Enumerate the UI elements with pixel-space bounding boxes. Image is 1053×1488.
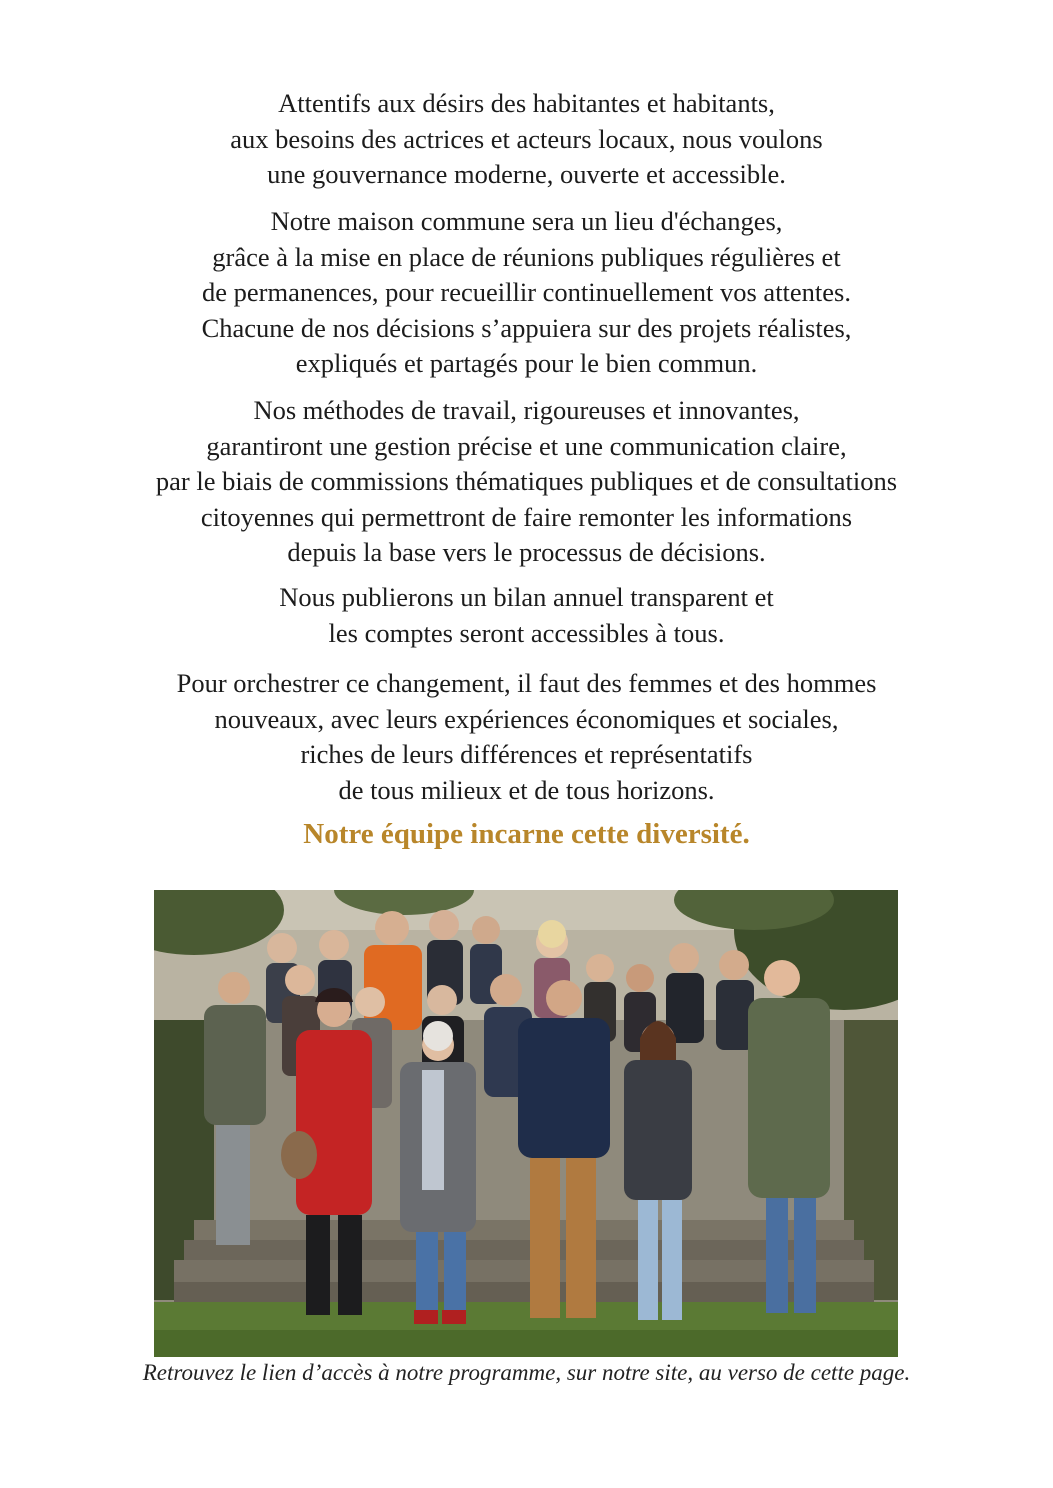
text-line: Attentifs aux désirs des habitantes et habitants, xyxy=(278,88,775,118)
text-line: riches de leurs différences et représentatifs xyxy=(300,739,753,769)
text-line: Pour orchestrer ce changement, il faut des femmes et des hommes xyxy=(176,668,877,698)
text-line: garantiront une gestion précise et une communication claire, xyxy=(206,430,847,461)
text-line: citoyennes qui permettront de faire remonter les informations xyxy=(200,501,853,532)
team-group-photo xyxy=(154,890,898,1357)
paragraph-maison-commune xyxy=(0,204,1053,382)
text-line: grâce à la mise en place de réunions publiques régulières et xyxy=(212,241,841,272)
footer-note: Retrouvez le lien d’accès à notre programme, sur notre site, au verso de cette page. xyxy=(142,1360,911,1385)
paragraph-governance xyxy=(0,86,1053,193)
text-line: Notre maison commune sera un lieu d'échanges, xyxy=(270,206,783,236)
paragraph-changement xyxy=(0,666,1053,808)
text-line: par le biais de commissions thématiques publiques et de consultations xyxy=(155,466,898,496)
team-highlight-heading: Notre équipe incarne cette diversité. xyxy=(303,818,750,850)
text-line: les comptes seront accessibles à tous. xyxy=(328,617,725,648)
text-line: Chacune de nos décisions s’appuiera sur des projets réalistes, xyxy=(201,312,852,343)
text-line: Nos méthodes de travail, rigoureuses et innovantes, xyxy=(253,395,800,425)
text-line: depuis la base vers le processus de décisions. xyxy=(287,537,766,567)
paragraph-methodes xyxy=(0,393,1053,571)
text-line: de permanences, pour recueillir continuellement vos attentes. xyxy=(201,277,851,307)
paragraph-bilan xyxy=(0,580,1053,651)
text-line: de tous milieux et de tous horizons. xyxy=(338,774,715,805)
text-line: Nous publierons un bilan annuel transparent et xyxy=(279,582,774,612)
text-line: une gouvernance moderne, ouverte et accessible. xyxy=(267,159,786,189)
text-line: nouveaux, avec leurs expériences économiques et sociales, xyxy=(214,703,839,734)
text-line: expliqués et partagés pour le bien commun. xyxy=(295,348,758,378)
text-line: aux besoins des actrices et acteurs locaux, nous voulons xyxy=(230,123,823,154)
